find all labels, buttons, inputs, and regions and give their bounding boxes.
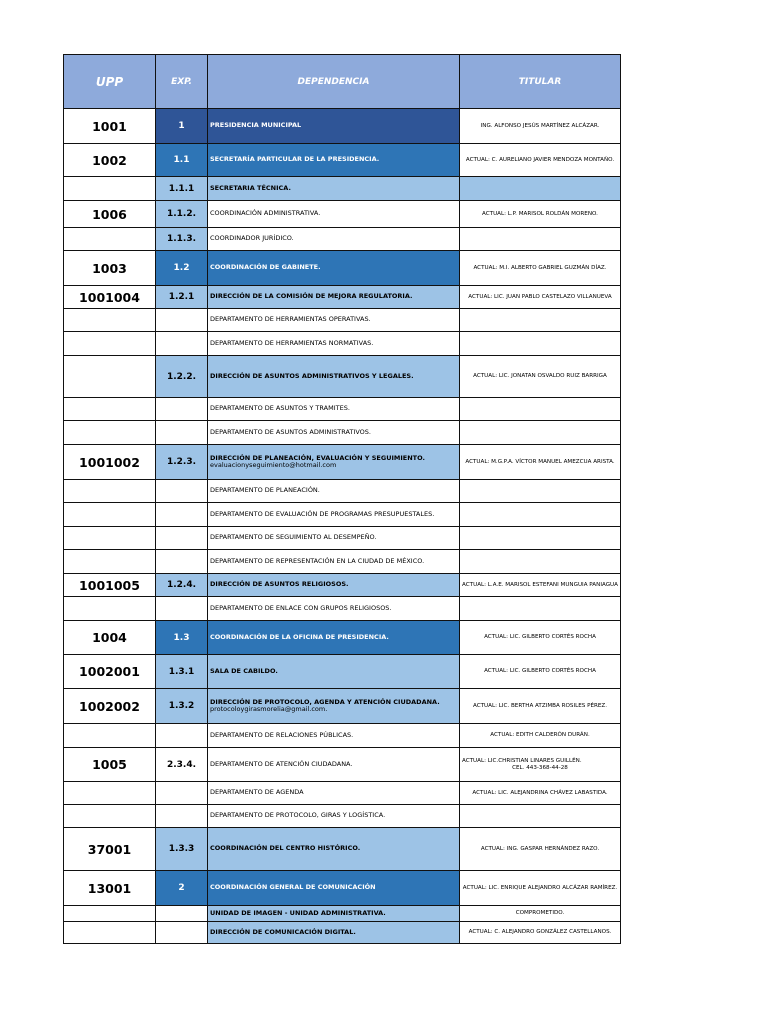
cell-dependencia bbox=[208, 805, 460, 828]
dependencia-name: DIRECCIÓN DE COMUNICACIÓN DIGITAL. bbox=[210, 927, 356, 936]
dependencia-name: DIRECCIÓN DE ASUNTOS ADMINISTRATIVOS Y LEGALES. bbox=[210, 371, 414, 380]
header-exp: EXP. bbox=[156, 55, 208, 109]
dependencia-name: DIRECCIÓN DE ASUNTOS RELIGIOSOS. bbox=[210, 580, 349, 589]
titular-name: ACTUAL: M.G.P.A. VÍCTOR MANUEL AMEZCUA ARISTA. bbox=[465, 458, 615, 465]
table-row bbox=[64, 177, 621, 201]
dependencia-name: COORDINACIÓN DEL CENTRO HISTÓRICO. bbox=[210, 844, 361, 853]
cell-upp bbox=[64, 228, 156, 251]
cell-titular bbox=[460, 398, 621, 421]
cell-exp: 1.1 bbox=[156, 144, 208, 177]
table-row bbox=[64, 332, 621, 356]
header-titular: TITULAR bbox=[460, 55, 621, 109]
cell-upp bbox=[64, 527, 156, 550]
cell-exp bbox=[156, 550, 208, 574]
titular-name: ING. ALFONSO JESÚS MARTÍNEZ ALCÁZAR. bbox=[480, 122, 600, 129]
cell-upp bbox=[64, 480, 156, 503]
dependencia-name: DEPARTAMENTO DE ASUNTOS ADMINISTRATIVOS. bbox=[210, 427, 371, 436]
cell-titular bbox=[460, 177, 621, 201]
cell-titular bbox=[460, 109, 621, 144]
cell-upp: 1003 bbox=[64, 251, 156, 286]
cell-dependencia bbox=[208, 724, 460, 748]
cell-titular bbox=[460, 748, 621, 782]
dependencia-email: evaluacionyseguimiento@hotmail.com bbox=[210, 461, 337, 469]
cell-exp bbox=[156, 480, 208, 503]
cell-exp: 1.1.3. bbox=[156, 228, 208, 251]
cell-exp bbox=[156, 805, 208, 828]
cell-titular bbox=[460, 621, 621, 655]
cell-upp: 37001 bbox=[64, 828, 156, 871]
table-row bbox=[64, 828, 621, 871]
cell-exp: 1.1.1 bbox=[156, 177, 208, 201]
titular-name: ACTUAL: LIC. ALEJANDRINA CHÁVEZ LABASTIDA. bbox=[472, 789, 608, 796]
cell-dependencia bbox=[208, 445, 460, 480]
cell-titular bbox=[460, 724, 621, 748]
titular-name: ACTUAL: C. AURELIANO JAVIER MENDOZA MONTAÑO. bbox=[465, 156, 615, 163]
dependencia-name: DEPARTAMENTO DE HERRAMIENTAS OPERATIVAS. bbox=[210, 315, 371, 324]
dependencia-name: COORDINACIÓN DE GABINETE. bbox=[210, 263, 321, 272]
header-upp: UPP bbox=[64, 55, 156, 109]
cell-dependencia bbox=[208, 201, 460, 228]
cell-titular bbox=[460, 805, 621, 828]
cell-upp bbox=[64, 503, 156, 527]
cell-exp: 1.3.3 bbox=[156, 828, 208, 871]
cell-upp: 1002001 bbox=[64, 655, 156, 689]
table-row bbox=[64, 805, 621, 828]
titular-name: ACTUAL: LIC.CHRISTIAN LINARES GUILLÉN. bbox=[462, 758, 582, 765]
cell-upp bbox=[64, 724, 156, 748]
cell-titular bbox=[460, 251, 621, 286]
cell-upp bbox=[64, 922, 156, 944]
cell-titular bbox=[460, 597, 621, 621]
cell-exp: 2.3.4. bbox=[156, 748, 208, 782]
cell-dependencia bbox=[208, 655, 460, 689]
cell-dependencia bbox=[208, 689, 460, 724]
dependencia-name: DIRECCIÓN DE LA COMISIÓN DE MEJORA REGULATORIA. bbox=[210, 292, 413, 301]
dependencia-name: DEPARTAMENTO DE ENLACE CON GRUPOS RELIGIOSOS. bbox=[210, 603, 392, 612]
cell-titular bbox=[460, 828, 621, 871]
cell-dependencia bbox=[208, 503, 460, 527]
table-row bbox=[64, 109, 621, 144]
cell-titular bbox=[460, 309, 621, 332]
table-row bbox=[64, 906, 621, 922]
cell-titular bbox=[460, 445, 621, 480]
cell-titular bbox=[460, 201, 621, 228]
titular-name: ACTUAL: L.P. MARISOL ROLDÁN MORENO. bbox=[482, 210, 598, 217]
cell-exp: 1.2.4. bbox=[156, 574, 208, 597]
cell-exp bbox=[156, 527, 208, 550]
cell-upp bbox=[64, 177, 156, 201]
cell-dependencia bbox=[208, 398, 460, 421]
cell-dependencia bbox=[208, 922, 460, 944]
cell-upp bbox=[64, 421, 156, 445]
table-row bbox=[64, 445, 621, 480]
table-body bbox=[64, 109, 621, 944]
dependencia-name: DEPARTAMENTO DE RELACIONES PÚBLICAS. bbox=[210, 730, 354, 739]
cell-upp: 1001004 bbox=[64, 286, 156, 309]
dependencia-name: DEPARTAMENTO DE REPRESENTACIÓN EN LA CIUDAD DE MÉXICO. bbox=[210, 556, 425, 565]
cell-titular bbox=[460, 503, 621, 527]
cell-exp bbox=[156, 782, 208, 805]
table-row bbox=[64, 574, 621, 597]
header-dependencia: DEPENDENCIA bbox=[208, 55, 460, 109]
cell-exp: 1.2.2. bbox=[156, 356, 208, 398]
table-row bbox=[64, 201, 621, 228]
dependencia-name: DEPARTAMENTO DE AGENDA bbox=[210, 788, 304, 797]
titular-name: COMPROMETIDO. bbox=[515, 910, 565, 917]
cell-dependencia bbox=[208, 480, 460, 503]
dependencia-name: DEPARTAMENTO DE ATENCIÓN CIUDADANA. bbox=[210, 759, 353, 768]
titular-phone: CEL. 443-368-44-28 bbox=[512, 764, 568, 771]
cell-upp bbox=[64, 782, 156, 805]
titular-name: ACTUAL: LIC. ENRIQUE ALEJANDRO ALCÁZAR RAMÍREZ. bbox=[462, 884, 618, 891]
cell-titular bbox=[460, 228, 621, 251]
cell-titular bbox=[460, 782, 621, 805]
cell-titular bbox=[460, 689, 621, 724]
dependencia-name: DEPARTAMENTO DE ASUNTOS Y TRAMITES. bbox=[210, 404, 350, 413]
dependencia-name: COORDINACIÓN DE LA OFICINA DE PRESIDENCIA. bbox=[210, 632, 389, 641]
cell-upp bbox=[64, 906, 156, 922]
dependencia-name: PRESIDENCIA MUNICIPAL bbox=[210, 121, 302, 130]
dependencia-name: COORDINACIÓN GENERAL DE COMUNICACIÓN bbox=[210, 883, 376, 892]
dependencia-name: SECRETARIA TÉCNICA. bbox=[210, 183, 291, 192]
cell-exp: 1.3 bbox=[156, 621, 208, 655]
cell-exp bbox=[156, 922, 208, 944]
cell-exp: 1.2.3. bbox=[156, 445, 208, 480]
cell-titular bbox=[460, 421, 621, 445]
table-row bbox=[64, 724, 621, 748]
cell-exp: 1.2.1 bbox=[156, 286, 208, 309]
cell-titular bbox=[460, 286, 621, 309]
cell-titular bbox=[460, 906, 621, 922]
cell-dependencia bbox=[208, 527, 460, 550]
cell-titular bbox=[460, 574, 621, 597]
table-row bbox=[64, 550, 621, 574]
cell-exp bbox=[156, 332, 208, 356]
table-row bbox=[64, 655, 621, 689]
cell-upp: 13001 bbox=[64, 871, 156, 906]
dependencia-name: COORDINACIÓN ADMINISTRATIVA. bbox=[210, 209, 321, 218]
cell-titular bbox=[460, 356, 621, 398]
cell-dependencia bbox=[208, 332, 460, 356]
cell-upp: 1004 bbox=[64, 621, 156, 655]
cell-upp: 1005 bbox=[64, 748, 156, 782]
dependencia-name: DEPARTAMENTO DE EVALUACIÓN DE PROGRAMAS PRESUPUESTALES. bbox=[210, 509, 435, 518]
titular-name: ACTUAL: LIC. JONATAN OSVALDO RUIZ BARRIGA bbox=[473, 373, 607, 380]
cell-dependencia bbox=[208, 144, 460, 177]
cell-exp bbox=[156, 398, 208, 421]
cell-dependencia bbox=[208, 309, 460, 332]
table-row bbox=[64, 503, 621, 527]
cell-upp bbox=[64, 550, 156, 574]
table-row bbox=[64, 871, 621, 906]
cell-dependencia bbox=[208, 356, 460, 398]
cell-titular bbox=[460, 655, 621, 689]
titular-name: ACTUAL: LIC. GILBERTO CORTÉS ROCHA bbox=[484, 668, 596, 675]
cell-exp: 2 bbox=[156, 871, 208, 906]
cell-exp bbox=[156, 906, 208, 922]
dependencia-name: SECRETARÍA PARTICULAR DE LA PRESIDENCIA. bbox=[210, 155, 380, 164]
cell-upp bbox=[64, 597, 156, 621]
titular-name: ACTUAL: LIC. BERTHA ATZIMBA ROSILES PÉREZ. bbox=[472, 702, 608, 709]
cell-exp bbox=[156, 309, 208, 332]
dependencia-name: DEPARTAMENTO DE HERRAMIENTAS NORMATIVAS. bbox=[210, 338, 374, 347]
cell-exp bbox=[156, 421, 208, 445]
cell-upp bbox=[64, 356, 156, 398]
dependencia-name: DIRECCIÓN DE PLANEACIÓN, EVALUACIÓN Y SEGUIMIENTO. bbox=[210, 453, 425, 462]
table-row bbox=[64, 251, 621, 286]
titular-name: ACTUAL: M.I. ALBERTO GABRIEL GUZMÁN DÍAZ. bbox=[473, 264, 607, 271]
cell-exp bbox=[156, 503, 208, 527]
table-row bbox=[64, 421, 621, 445]
dependencia-name: DEPARTAMENTO DE PROTOCOLO, GIRAS Y LOGÍSTICA. bbox=[210, 811, 386, 820]
cell-dependencia bbox=[208, 421, 460, 445]
dependencia-name: SALA DE CABILDO. bbox=[210, 666, 278, 675]
cell-dependencia bbox=[208, 550, 460, 574]
directory-table bbox=[63, 54, 621, 944]
cell-upp bbox=[64, 332, 156, 356]
cell-dependencia bbox=[208, 177, 460, 201]
table-row bbox=[64, 356, 621, 398]
table-row bbox=[64, 689, 621, 724]
table-row bbox=[64, 597, 621, 621]
cell-titular bbox=[460, 144, 621, 177]
cell-upp bbox=[64, 398, 156, 421]
cell-exp: 1.3.2 bbox=[156, 689, 208, 724]
titular-name: ACTUAL: LIC. GILBERTO CORTÉS ROCHA bbox=[484, 634, 596, 641]
cell-dependencia bbox=[208, 748, 460, 782]
cell-dependencia bbox=[208, 286, 460, 309]
cell-upp bbox=[64, 805, 156, 828]
dependencia-name: DIRECCIÓN DE PROTOCOLO, AGENDA Y ATENCIÓN CIUDADANA. bbox=[210, 697, 440, 706]
cell-dependencia bbox=[208, 828, 460, 871]
table-row bbox=[64, 309, 621, 332]
cell-exp: 1 bbox=[156, 109, 208, 144]
cell-upp: 1001002 bbox=[64, 445, 156, 480]
cell-dependencia bbox=[208, 228, 460, 251]
cell-titular bbox=[460, 527, 621, 550]
dependencia-name: DEPARTAMENTO DE PLANEACIÓN. bbox=[210, 486, 320, 495]
cell-exp: 1.2 bbox=[156, 251, 208, 286]
table-row bbox=[64, 286, 621, 309]
dependencia-name: DEPARTAMENTO DE SEGUIMIENTO AL DESEMPEÑO. bbox=[210, 533, 377, 542]
cell-exp bbox=[156, 724, 208, 748]
table-row bbox=[64, 144, 621, 177]
table-row bbox=[64, 480, 621, 503]
table-row bbox=[64, 922, 621, 944]
cell-upp: 1002 bbox=[64, 144, 156, 177]
table-row bbox=[64, 621, 621, 655]
titular-name: ACTUAL: EDITH CALDERÓN DURÁN. bbox=[490, 732, 590, 739]
titular-name: ACTUAL: L.A.E. MARISOL ESTEFANI MUNGUIA PANIAGUA bbox=[462, 581, 618, 588]
cell-titular bbox=[460, 922, 621, 944]
cell-exp bbox=[156, 597, 208, 621]
cell-exp: 1.1.2. bbox=[156, 201, 208, 228]
cell-dependencia bbox=[208, 906, 460, 922]
cell-upp bbox=[64, 309, 156, 332]
cell-dependencia bbox=[208, 597, 460, 621]
cell-dependencia bbox=[208, 871, 460, 906]
table-row bbox=[64, 782, 621, 805]
cell-upp: 1006 bbox=[64, 201, 156, 228]
cell-dependencia bbox=[208, 782, 460, 805]
titular-name: ACTUAL: LIC. JUAN PABLO CASTELAZO VILLANUEVA bbox=[468, 293, 612, 300]
table-row bbox=[64, 527, 621, 550]
dependencia-name: COORDINADOR JURÍDICO. bbox=[210, 234, 294, 243]
dependencia-name: UNIDAD DE IMAGEN - UNIDAD ADMINISTRATIVA. bbox=[210, 908, 386, 917]
table-row bbox=[64, 228, 621, 251]
titular-name: ACTUAL: ING. GASPAR HERNÁNDEZ RAZO. bbox=[480, 845, 600, 852]
header-row bbox=[64, 55, 621, 109]
cell-upp: 1001005 bbox=[64, 574, 156, 597]
cell-upp: 1001 bbox=[64, 109, 156, 144]
dependencia-email: protocoloygirasmorelia@gmail.com. bbox=[210, 705, 328, 713]
cell-dependencia bbox=[208, 621, 460, 655]
titular-name: ACTUAL: C. ALEJANDRO GONZÁLEZ CASTELLANOS. bbox=[468, 929, 612, 936]
cell-upp: 1002002 bbox=[64, 689, 156, 724]
cell-titular bbox=[460, 480, 621, 503]
cell-dependencia bbox=[208, 251, 460, 286]
cell-exp: 1.3.1 bbox=[156, 655, 208, 689]
cell-titular bbox=[460, 332, 621, 356]
cell-titular bbox=[460, 550, 621, 574]
table-row bbox=[64, 748, 621, 782]
table-row bbox=[64, 398, 621, 421]
cell-titular bbox=[460, 871, 621, 906]
cell-dependencia bbox=[208, 109, 460, 144]
cell-dependencia bbox=[208, 574, 460, 597]
